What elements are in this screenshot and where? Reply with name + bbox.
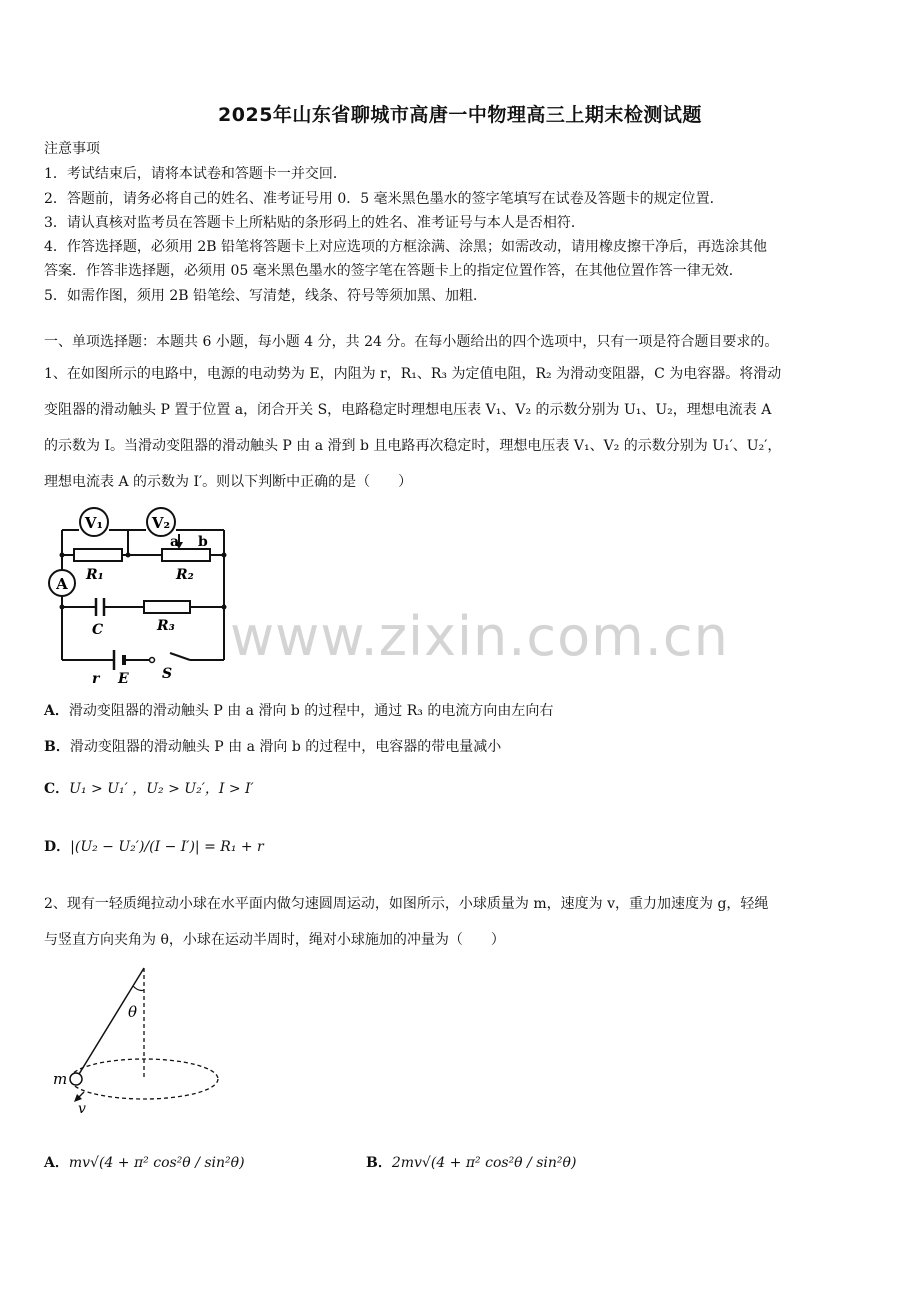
- q1-text-line: 的示数为 I。当滑动变阻器的滑动触头 P 由 a 滑到 b 且电路再次稳定时，理想电压表 V₁、V₂ 的示数分别为 U₁′、U₂′，: [44, 438, 782, 454]
- conical-pendulum-diagram: [44, 960, 234, 1120]
- option-label: C．: [44, 781, 70, 797]
- option-text: mv√(4 + π² cos²θ / sin²θ): [68, 1155, 245, 1171]
- capacitor-label: C: [92, 622, 104, 638]
- notice-item: 1．考试结束后，请将本试卷和答题卡一并交回．: [44, 166, 347, 182]
- r-label: r: [92, 671, 100, 687]
- notice-item: 3．请认真核对监考员在答题卡上所粘贴的条形码上的姓名、准考证号与本人是否相符．: [44, 215, 585, 231]
- q1-option-b: [44, 736, 501, 756]
- v2-label: V₂: [151, 514, 171, 532]
- notice-item: 4．作答选择题，必须用 2B 铅笔将答题卡上对应选项的方框涂满、涂黑；如需改动，请用橡皮擦干净后，再选涂其他: [44, 239, 767, 255]
- notice-item: 5．如需作图，须用 2B 铅笔绘、写清楚，线条、符号等须加黑、加粗．: [44, 288, 488, 304]
- v1-label: V₁: [84, 514, 104, 532]
- r3-label: R₃: [157, 618, 175, 634]
- q2-option-a: [44, 1152, 245, 1172]
- q2-text-line: 2、现有一轻质绳拉动小球在水平面内做匀速圆周运动，如图所示，小球质量为 m，速度为 v，重力加速度为 g，轻绳: [44, 896, 769, 912]
- theta-label: θ: [128, 1003, 138, 1021]
- option-text: 滑动变阻器的滑动触头 P 由 a 滑向 b 的过程中，电容器的带电量减小: [69, 739, 502, 755]
- r1-label: R₁: [86, 567, 104, 583]
- option-label: A．: [44, 1155, 69, 1171]
- option-label: A．: [44, 703, 69, 719]
- watermark: www.zixin.com.cn: [230, 605, 729, 668]
- pos-a-label: a: [170, 534, 180, 550]
- e-label: E: [118, 671, 129, 687]
- velocity-label: v: [78, 1101, 86, 1117]
- q1-option-c: [44, 778, 254, 798]
- pos-b-label: b: [198, 534, 208, 550]
- q1-option-a: [44, 700, 553, 720]
- q1-text-line: 理想电流表 A 的示数为 I′。则以下判断中正确的是（ ）: [44, 474, 413, 490]
- ammeter-label: A: [56, 575, 68, 593]
- notice-item: 2．答题前，请务必将自己的姓名、准考证号用 0．5 毫米黑色墨水的签字笔填写在试卷及答题卡的规定位置．: [44, 191, 724, 207]
- q1-option-d: [44, 836, 264, 856]
- r2-label: R₂: [176, 567, 194, 583]
- notice-item: 答案．作答非选择题，必须用 05 毫米黑色墨水的签字笔在答题卡上的指定位置作答，在其他位置作答一律无效．: [44, 263, 743, 279]
- option-text: 2mv√(4 + π² cos²θ / sin²θ): [391, 1155, 577, 1171]
- q2-option-b: [366, 1152, 576, 1172]
- option-text: U₁ > U₁′ ，U₂ > U₂′，I > I′: [69, 781, 254, 797]
- option-label: B．: [366, 1155, 392, 1171]
- section-heading: 一、单项选择题：本题共 6 小题，每小题 4 分，共 24 分。在每小题给出的四个选项中，只有一项是符合题目要求的。: [44, 334, 779, 350]
- option-label: D．: [44, 839, 71, 855]
- option-text: 滑动变阻器的滑动触头 P 由 a 滑向 b 的过程中，通过 R₃ 的电流方向由左向右: [68, 703, 554, 719]
- page-title: 2025年山东省聊城市高唐一中物理高三上期末检测试题: [218, 104, 702, 126]
- option-label: B．: [44, 739, 70, 755]
- notice-heading: 注意事项: [44, 141, 100, 157]
- q2-text-line: 与竖直方向夹角为 θ，小球在运动半周时，绳对小球施加的冲量为（ ）: [44, 932, 505, 948]
- switch-label: S: [162, 666, 173, 682]
- mass-label: m: [53, 1070, 68, 1088]
- circuit-diagram: [44, 500, 234, 690]
- q1-text-line: 变阻器的滑动触头 P 置于位置 a，闭合开关 S，电路稳定时理想电压表 V₁、V₂ 的示数分别为 U₁、U₂，理想电流表 A: [44, 402, 772, 418]
- option-text: |(U₂ − U₂′)/(I − I′)| = R₁ + r: [70, 839, 264, 855]
- q1-text-line: 1、在如图所示的电路中，电源的电动势为 E，内阻为 r，R₁、R₃ 为定值电阻，R₂ 为滑动变阻器，C 为电容器。将滑动: [44, 366, 782, 382]
